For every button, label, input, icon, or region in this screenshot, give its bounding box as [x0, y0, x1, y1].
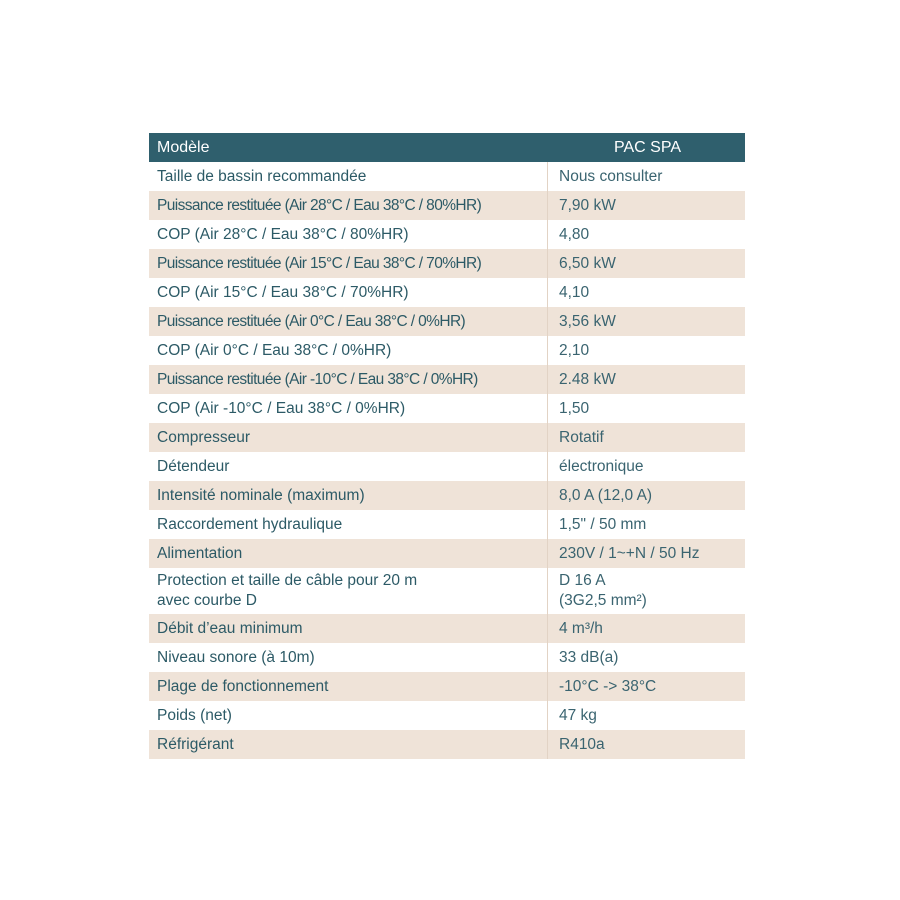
row-label: Détendeur [157, 457, 230, 475]
table-row [149, 614, 745, 643]
row-label: COP (Air 28°C / Eau 38°C / 80%HR) [157, 225, 409, 243]
row-value: 2.48 kW [547, 365, 745, 394]
row-label: Débit d’eau minimum [157, 619, 303, 637]
row-label: Raccordement hydraulique [157, 515, 343, 533]
row-label: Réfrigérant [157, 735, 234, 753]
row-value: 33 dB(a) [547, 643, 745, 672]
row-value: Rotatif [547, 423, 745, 452]
row-label: Protection et taille de câble pour 20 m avec courbe D [157, 572, 418, 609]
table-row [149, 568, 745, 614]
table-row [149, 191, 745, 220]
table-row [149, 643, 745, 672]
row-value: 4 m³/h [547, 614, 745, 643]
row-label: Niveau sonore (à 10m) [157, 648, 315, 666]
row-label: COP (Air -10°C / Eau 38°C / 0%HR) [157, 399, 406, 417]
row-label: Puissance restituée (Air 28°C / Eau 38°C / 80%HR) [157, 196, 482, 214]
row-label: Puissance restituée (Air 0°C / Eau 38°C / 0%HR) [157, 312, 466, 330]
row-value: 8,0 A (12,0 A) [547, 481, 745, 510]
row-value: 4,80 [547, 220, 745, 249]
row-value: D 16 A (3G2,5 mm²) [547, 568, 745, 614]
table-row [149, 336, 745, 365]
table-row [149, 730, 745, 759]
row-value: 1,50 [547, 394, 745, 423]
row-label: COP (Air 15°C / Eau 38°C / 70%HR) [157, 283, 409, 301]
spec-table [149, 133, 745, 759]
row-value: 2,10 [547, 336, 745, 365]
row-value: 47 kg [547, 701, 745, 730]
row-label: Plage de fonctionnement [157, 677, 329, 695]
row-label: COP (Air 0°C / Eau 38°C / 0%HR) [157, 341, 392, 359]
table-row [149, 701, 745, 730]
row-value: 6,50 kW [547, 249, 745, 278]
table-row [149, 220, 745, 249]
row-label: Taille de bassin recommandée [157, 167, 367, 185]
row-value: 3,56 kW [547, 307, 745, 336]
table-row [149, 672, 745, 701]
table-row [149, 423, 745, 452]
row-label: Puissance restituée (Air 15°C / Eau 38°C / 70%HR) [157, 254, 482, 272]
table-row [149, 278, 745, 307]
row-value: 7,90 kW [547, 191, 745, 220]
row-value: 4,10 [547, 278, 745, 307]
row-label: Puissance restituée (Air -10°C / Eau 38°C / 0%HR) [157, 370, 478, 388]
table-row [149, 307, 745, 336]
header-model-value: PAC SPA [614, 138, 681, 156]
table-row [149, 452, 745, 481]
row-value: R410a [547, 730, 745, 759]
row-value: 230V / 1~+N / 50 Hz [547, 539, 745, 568]
row-label: Intensité nominale (maximum) [157, 486, 365, 504]
table-header-row [149, 133, 745, 162]
row-value: 1,5" / 50 mm [547, 510, 745, 539]
row-value: Nous consulter [547, 162, 745, 191]
table-row [149, 539, 745, 568]
table-row [149, 249, 745, 278]
row-label: Compresseur [157, 428, 251, 446]
table-row [149, 394, 745, 423]
row-value: électronique [547, 452, 745, 481]
row-value: -10°C -> 38°C [547, 672, 745, 701]
table-row [149, 162, 745, 191]
header-model-label: Modèle [157, 138, 210, 156]
table-row [149, 481, 745, 510]
table-row [149, 365, 745, 394]
table-row [149, 510, 745, 539]
row-label: Alimentation [157, 544, 243, 562]
row-label: Poids (net) [157, 706, 232, 724]
